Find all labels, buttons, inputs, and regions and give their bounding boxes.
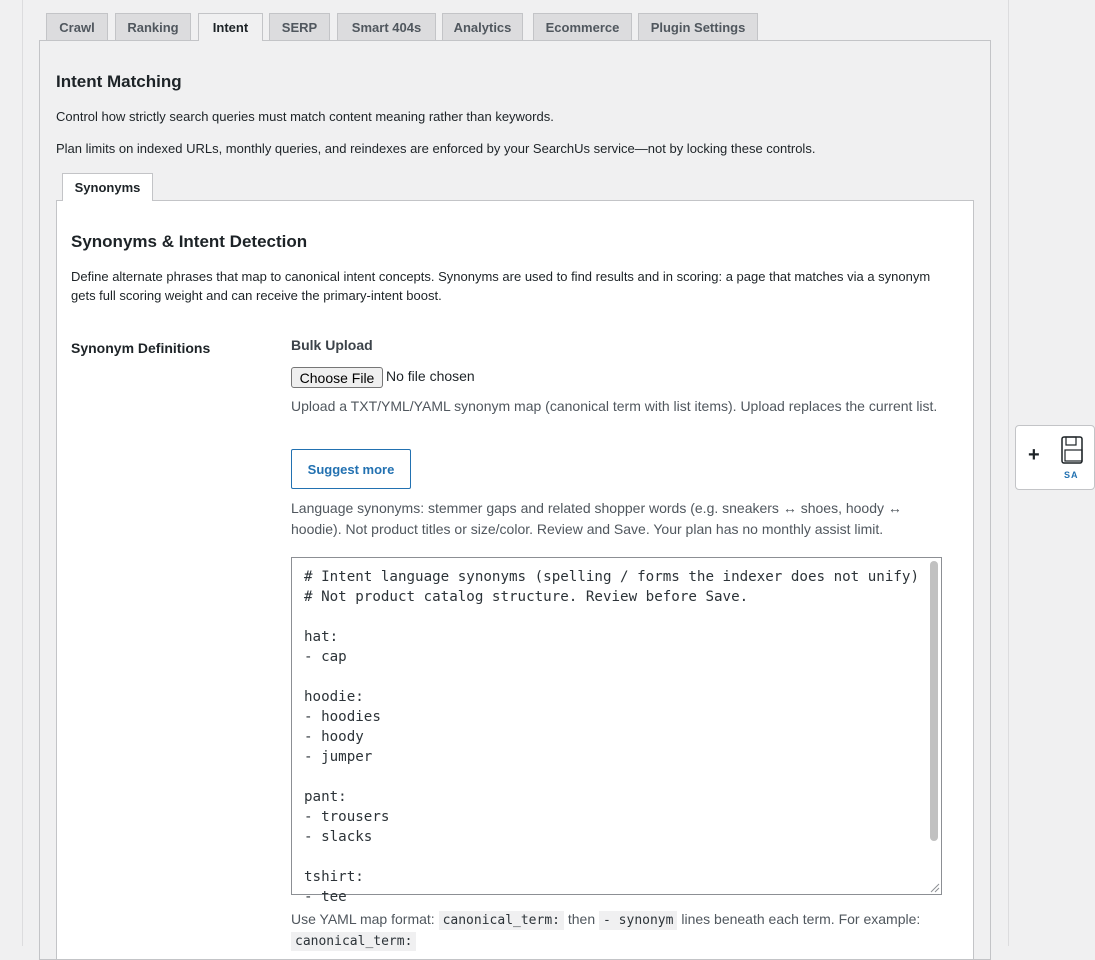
format-code-canonical: canonical_term: [439, 911, 564, 930]
tab-serp[interactable]: SERP [269, 13, 330, 40]
synonyms-textarea[interactable] [291, 557, 942, 905]
tab-plugin-settings[interactable]: Plugin Settings [638, 13, 758, 40]
tab-crawl[interactable]: Crawl [46, 13, 108, 40]
intent-description: Control how strictly search queries must match content meaning rather than keywords. [56, 109, 554, 124]
add-icon[interactable]: + [1028, 444, 1040, 466]
tab-ecommerce[interactable]: Ecommerce [533, 13, 632, 40]
format-code-synonym: - synonym [599, 911, 677, 930]
save-label: SA [1064, 470, 1079, 480]
format-help-prefix: Use YAML map format: [291, 911, 435, 927]
format-example [291, 932, 416, 950]
format-help-suffix: lines beneath each term. For example: [681, 911, 921, 927]
format-help-mid: then [567, 911, 596, 927]
language-synonyms-help: Language synonyms: stemmer gaps and related shopper words (e.g. sneakers ↔ shoes, hoody ↔ hoodie). Not product titles or size/color. Review and Save. Your plan has no monthly assist limit. [291, 500, 902, 537]
synonyms-description: Define alternate phrases that map to canonical intent concepts. Synonyms are used to find results and in scoring: a page that matches via a synonym gets full scoring weight and can receive the primary-intent boost. [71, 269, 931, 303]
tab-smart-404s[interactable]: Smart 404s [337, 13, 436, 40]
bulk-upload-label: Bulk Upload [291, 337, 373, 353]
example-code: canonical_term: [291, 932, 416, 951]
synonyms-textarea-content[interactable]: # Intent language synonyms (spelling / forms the indexer does not unify) # Not product catalog structure. Review before Save. hat: - cap hoodie: - hoodies - hoody - jumper pant: - trousers - slacks tshirt: - tee [304, 569, 919, 905]
file-status-text: No file chosen [386, 368, 475, 384]
upload-help-text: Upload a TXT/YML/YAML synonym map (canonical term with list items). Upload replaces the current list. [291, 398, 938, 414]
tab-synonyms[interactable]: Synonyms [62, 173, 153, 201]
suggest-more-button[interactable]: Suggest more [291, 449, 411, 489]
synonym-definitions-label: Synonym Definitions [71, 340, 211, 356]
tab-analytics[interactable]: Analytics [442, 13, 523, 40]
intent-matching-title: Intent Matching [56, 72, 182, 91]
choose-file-button[interactable]: Choose File [291, 367, 383, 388]
yaml-format-help [291, 908, 920, 932]
floating-save-widget[interactable] [1015, 425, 1095, 490]
synonyms-section-title: Synonyms & Intent Detection [71, 232, 308, 251]
save-disk-icon[interactable] [1060, 435, 1082, 465]
plan-limits-note: Plan limits on indexed URLs, monthly queries, and reindexes are enforced by your SearchUs service—not by locking these controls. [56, 141, 816, 156]
tab-ranking[interactable]: Ranking [115, 13, 191, 40]
textarea-scrollbar[interactable] [930, 561, 938, 841]
resize-handle-icon[interactable] [929, 882, 940, 893]
tab-intent[interactable]: Intent [198, 13, 263, 41]
